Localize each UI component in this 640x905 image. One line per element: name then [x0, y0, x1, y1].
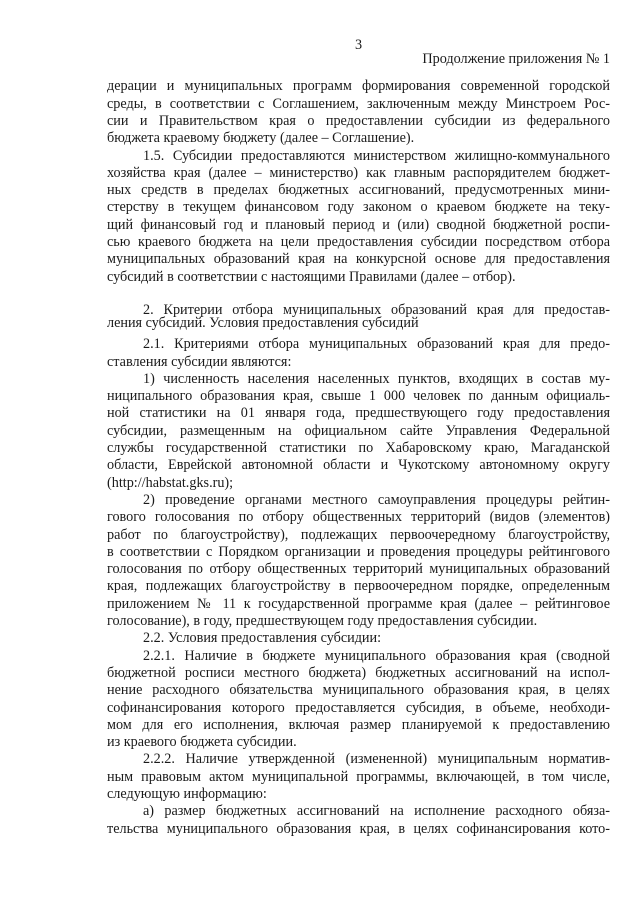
text-line: 1.5. Субсидии предоставляются министерством жилищно-коммунального	[143, 147, 610, 164]
document-body	[107, 78, 610, 838]
list-item	[107, 492, 610, 630]
text-line: дерации и муниципальных программ формирования современной городской	[107, 78, 610, 95]
text-line: ным правовым актом муниципальной программы, включающей, в том числе,	[107, 768, 610, 785]
text-line: ниципального образования края, свыше 1 000 человек по данным официаль-	[107, 388, 610, 405]
text-line: хозяйства края (далее – министерство) как главным распорядителем бюджет-	[107, 164, 610, 181]
list-item	[107, 803, 610, 838]
text-line: 2) проведение органами местного самоуправления процедуры рейтин-	[143, 491, 610, 508]
text-line: гового голосования по отбору общественных территорий (видов (элементов)	[107, 509, 610, 526]
section-heading	[107, 304, 610, 330]
text-line: мом для его исполнения, включая размер планируемой к предоставлению	[107, 716, 610, 733]
paragraph	[107, 148, 610, 286]
paragraph	[107, 78, 610, 147]
text-line: голосования по отбору общественных территорий муниципальных образований	[107, 561, 610, 578]
heading-line: 2. Критерии отбора муниципальных образований края для предостав-	[143, 302, 610, 319]
paragraph	[107, 336, 610, 371]
text-line: субсидий в соответствии с настоящими Правилами (далее – отбор).	[107, 268, 516, 285]
text-line: службы государственной статистики по Хабаровскому краю, Магаданской	[107, 440, 610, 457]
text-line: (http://habstat.gks.ru);	[107, 474, 234, 491]
text-line: муниципальных образований края на конкурсной основе для предоставления	[107, 251, 610, 268]
text-line: 2.2. Условия предоставления субсидии:	[143, 630, 382, 647]
text-line: а) размер бюджетных ассигнований на исполнение расходного обяза-	[143, 803, 610, 820]
text-line: бюджета краевому бюджету (далее – Соглашение).	[107, 130, 415, 147]
text-line: субсидии, размещенным на официальном сайте Управления Федеральной	[107, 422, 610, 439]
page-number: 3	[354, 37, 363, 53]
text-line: голосование), в году, предшествующем году предоставления субсидии.	[107, 613, 538, 630]
text-line: края, подлежащих благоустройству в первоочередном порядке, определенным	[107, 578, 610, 595]
paragraph	[107, 630, 610, 647]
text-line: 2.2.1. Наличие в бюджете муниципального образования края (сводной	[143, 647, 610, 664]
text-line: ставления субсидии являются:	[107, 353, 292, 370]
text-line: области, Еврейской автономной области и Чукотскому автономному округу	[107, 457, 610, 474]
text-line: сии и Правительством края о предоставлении субсидии из федерального	[107, 112, 610, 129]
text-line: 2.2.2. Наличие утвержденной (измененной) муниципальным норматив-	[143, 751, 610, 768]
text-line: среды, в соответствии с Соглашением, заключенным между Минстроем Рос-	[107, 95, 610, 112]
text-line: стерству в текущем финансовом году законом о краевом бюджете на теку-	[107, 199, 610, 216]
text-line: 2.1. Критериями отбора муниципальных образований края для предо-	[143, 336, 610, 353]
paragraph	[107, 648, 610, 752]
text-line: приложением № 11 к государственной программе края (далее – рейтинговое	[107, 595, 610, 612]
paragraph	[107, 751, 610, 803]
text-line: из краевого бюджета субсидии.	[107, 734, 297, 751]
text-line: 1) численность населения населенных пунктов, входящих в состав му-	[143, 370, 610, 387]
text-line: нение расходного обязательства муниципального образования края, в целях	[107, 682, 610, 699]
text-line: ной статистики на 01 января года, предшествующего году предоставления	[107, 405, 610, 422]
text-line: работ по благоустройству), подлежащих первоочередному благоустройству,	[107, 526, 610, 543]
text-line: в соответствии с Порядком организации и проведения процедуры рейтингового	[107, 543, 610, 560]
heading-line: ления субсидий. Условия предоставления субсидий	[107, 315, 419, 332]
text-line: ных средств в пределах бюджетных ассигнований, предусмотренных мини-	[107, 182, 610, 199]
appendix-continuation-note: Продолжение приложения № 1	[422, 51, 610, 67]
text-line: бюджетной росписи местного бюджета) бюджетных ассигнований на испол-	[107, 664, 610, 681]
list-item	[107, 371, 610, 492]
text-line: следующую информацию:	[107, 786, 267, 803]
text-line: щий финансовый год и плановый период и (или) сводной бюджетной роспи-	[107, 216, 610, 233]
text-line: сью краевого бюджета на цели предоставления субсидии посредством отбора	[107, 234, 610, 251]
text-line: тельства муниципального образования края, в целях софинансирования кото-	[107, 820, 610, 837]
text-line: софинансирования которого предоставляется субсидия, в объеме, необходи-	[107, 699, 610, 716]
